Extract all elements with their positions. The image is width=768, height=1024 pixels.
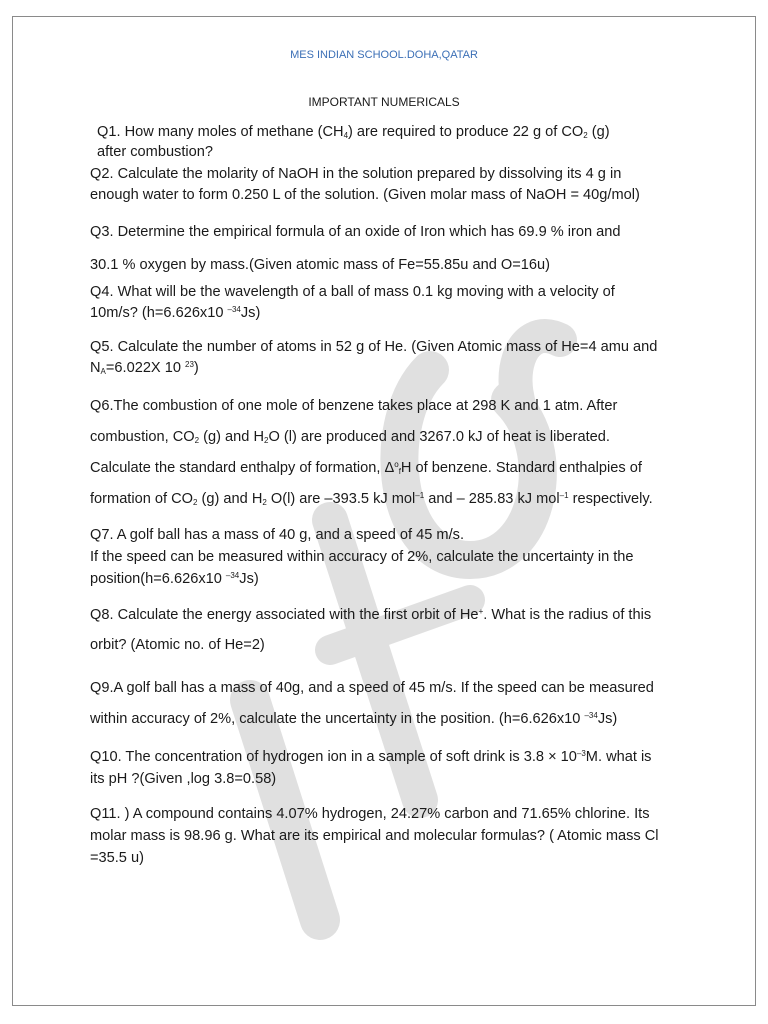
document-title: IMPORTANT NUMERICALS [308, 95, 460, 109]
question-6: Q6.The combustion of one mole of benzene takes place at 298 K and 1 atm. After combustion, $CO_2$ (g) and $H_2O$ (l) are produced and 3267.0 kJ of heat is liberated. Calculate the standard enthalpy of formation, $\Delta^o_fH$ of benzene. Standard enthalpies of formation of $CO_2$ (g) and $H_2$ O(l) are –393.5 kJ mol$^{-1}$ and – 285.83 kJ mol$^{-1}$ respectively. [90, 398, 653, 507]
question-8: Q8. Calculate the energy associated with the first orbit of He+. What is the radius of this orbit? (Atomic no. of He=2) [90, 607, 652, 653]
question-2: Q2. Calculate the molarity of NaOH in the solution prepared by dissolving its 4 g in enough water to form 0.250 L of the solution. (Given molar mass of NaOH = 40g/mol) [90, 166, 640, 203]
question-5: Q5. Calculate the number of atoms in 52 g of He. (Given Atomic mass of He=4 amu and $N_A=6.022X$ 10 $^{23}$) [90, 339, 658, 376]
question-3: Q3. Determine the empirical formula of an oxide of Iron which has 69.9 % iron and 30.1 % oxygen by mass.(Given atomic mass of Fe=55.85u and O=16u) [90, 224, 621, 273]
question-11: Q11. ) A compound contains 4.07% hydrogen, 24.27% carbon and 71.65% chlorine. Its molar mass is 98.96 g. What are its empirical and molecular formulas? ( Atomic mass Cl =35.5 u) [90, 806, 659, 866]
question-9: Q9.A golf ball has a mass of 40g, and a speed of 45 m/s. If the speed can be measured within accuracy of 2%, calculate the uncertainty in the position. (h=6.626x10 $^{-34}$Js) [90, 680, 654, 727]
question-1: Q1. How many moles of methane $(CH_4)$ are required to produce 22 g of $CO_2$ (g) after combustion? [97, 124, 610, 160]
question-10: Q10. The concentration of hydrogen ion in a sample of soft drink is $3.8 \times 10^{-3}M$. what is its pH ?(Given ,log 3.8=0.58) [90, 749, 652, 787]
school-name: MES INDIAN SCHOOL.DOHA,QATAR [290, 49, 478, 61]
question-7: Q7. A golf ball has a mass of 40 g, and a speed of 45 m/s. If the speed can be measured within accuracy of 2%, calculate the uncertainty in the position(h=6.626x10 $^{-34}$Js) [90, 527, 634, 587]
question-4: Q4. What will be the wavelength of a ball of mass 0.1 kg moving with a velocity of 10m/s? (h=6.626x10 $^{-34}$Js) [90, 284, 615, 321]
